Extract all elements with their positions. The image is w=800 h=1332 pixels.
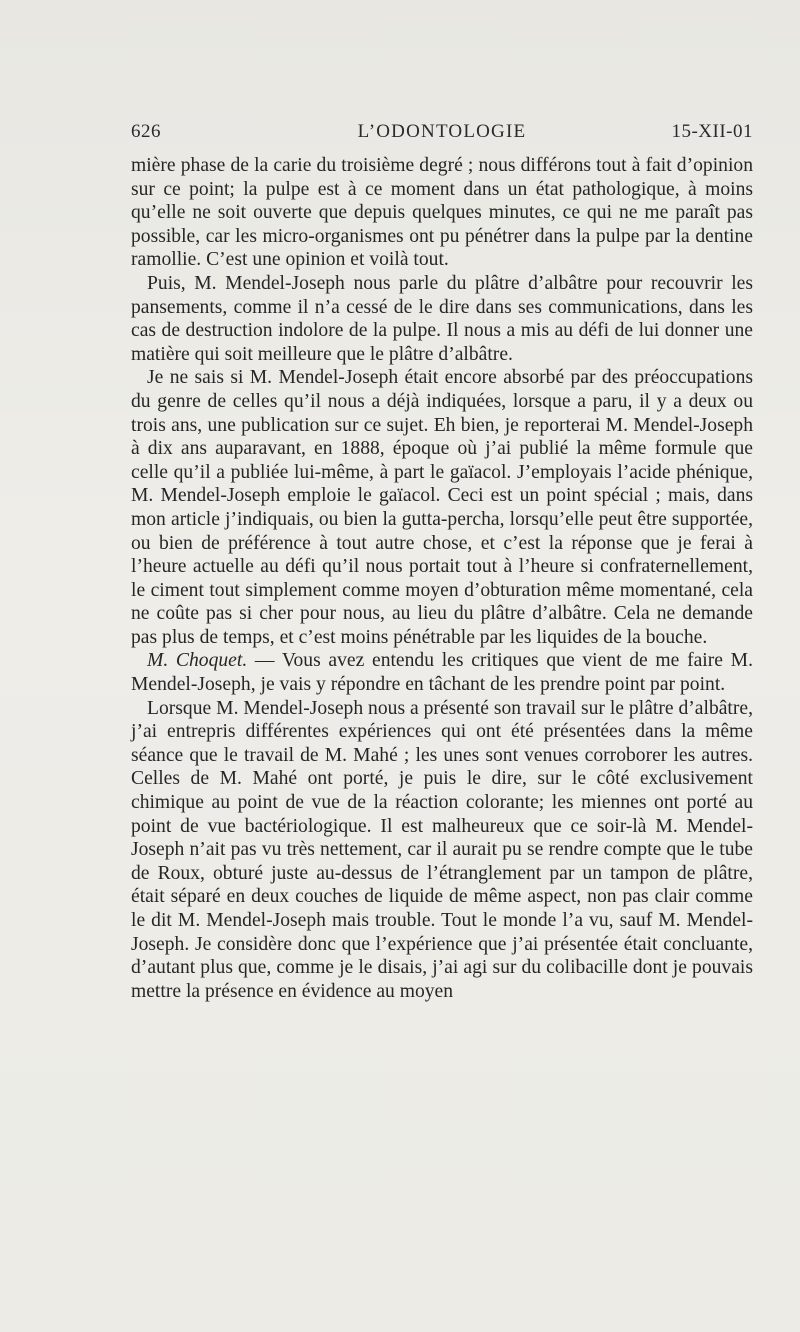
journal-title: L’ODONTOLOGIE bbox=[357, 121, 527, 142]
paragraph-4-text: — Vous avez entendu les critiques que vient de me faire M. Mendel-Joseph, je vais y répondre en tâchant de les prendre point par point. bbox=[131, 650, 753, 696]
paragraph-2: Puis, M. Mendel-Joseph nous parle du plâtre d’albâtre pour recouvrir les pansements, comme il n’a cessé de le dire dans ses communications, dans les cas de destruction indolore de la pulpe. Il nous a mis au défi de lui donner une matière qui soit meilleure que le plâtre d’albâtre. bbox=[131, 272, 753, 365]
running-head bbox=[131, 121, 753, 147]
issue-date: 15-XII-01 bbox=[671, 121, 753, 142]
paragraph-3: Je ne sais si M. Mendel-Joseph était encore absorbé par des préoccupations du genre de celles qu’il nous a déjà indiquées, lorsque a paru, il y a deux ou trois ans, une publication sur ce sujet. Eh bien, je reporterai M. Mendel-Joseph à dix ans auparavant, en 1888, époque où j’ai publié la même formule que celle qu’il a publiée lui-même, à part le gaïacol. J’employais l’acide phénique, M. Mendel-Joseph emploie le gaïacol. Ceci est un point spécial ; mais, dans mon article j’indiquais, ou bien la gutta-percha, lorsqu’elle peut être supportée, ou bien de préférence à tout autre chose, et c’est la réponse que je ferai à l’heure actuelle au défi qu’il nous portait tout à l’heure si confraternellement, le ciment tout simplement comme moyen d’obturation même momentané, cela ne coûte pas si cher pour nous, au lieu du plâtre d’albâtre. Cela ne demande pas plus de temps, et c’est moins pénétrable par les liquides de la bouche. bbox=[131, 367, 753, 648]
paragraph-1: mière phase de la carie du troisième degré ; nous différons tout à fait d’opinion sur ce point; la pulpe est à ce moment dans un état pathologique, à moins qu’elle ne soit ouverte que depuis quelques minutes, ce qui ne me paraît pas possible, car les micro-organismes ont pu pénétrer dans la pulpe par la dentine ramollie. C’est une opinion et voilà tout. bbox=[131, 155, 753, 271]
page-number: 626 bbox=[131, 121, 161, 142]
paragraph-5: Lorsque M. Mendel-Joseph nous a présenté son travail sur le plâtre d’albâtre, j’ai entrepris différentes expériences qui ont été présentées dans la même séance que le travail de M. Mahé ; les unes sont venues corroborer les autres. Celles de M. Mahé ont porté, je puis le dire, sur le côté exclusivement chimique au point de vue de la réaction colorante; les miennes ont porté au point de vue bactériologique. Il est malheureux que ce soir-là M. Mendel-Joseph n’ait pas vu très nettement, car il aurait pu se rendre compte que le tube de Roux, obturé juste au-dessus de l’étranglement par un tampon de plâtre, était séparé en deux couches de liquide de même aspect, non pas clair comme le dit M. Mendel-Joseph mais trouble. Tout le monde l’a vu, sauf M. Mendel-Joseph. Je considère donc que l’expérience que j’ai présentée était concluante, d’autant plus que, comme je le disais, j’ai agi sur du colibacille dont je pouvais mettre la présence en évidence au moyen bbox=[131, 697, 753, 1002]
speaker-name: M. Choquet. bbox=[147, 650, 248, 672]
body-text bbox=[131, 154, 753, 1003]
paragraph-4 bbox=[131, 649, 753, 696]
